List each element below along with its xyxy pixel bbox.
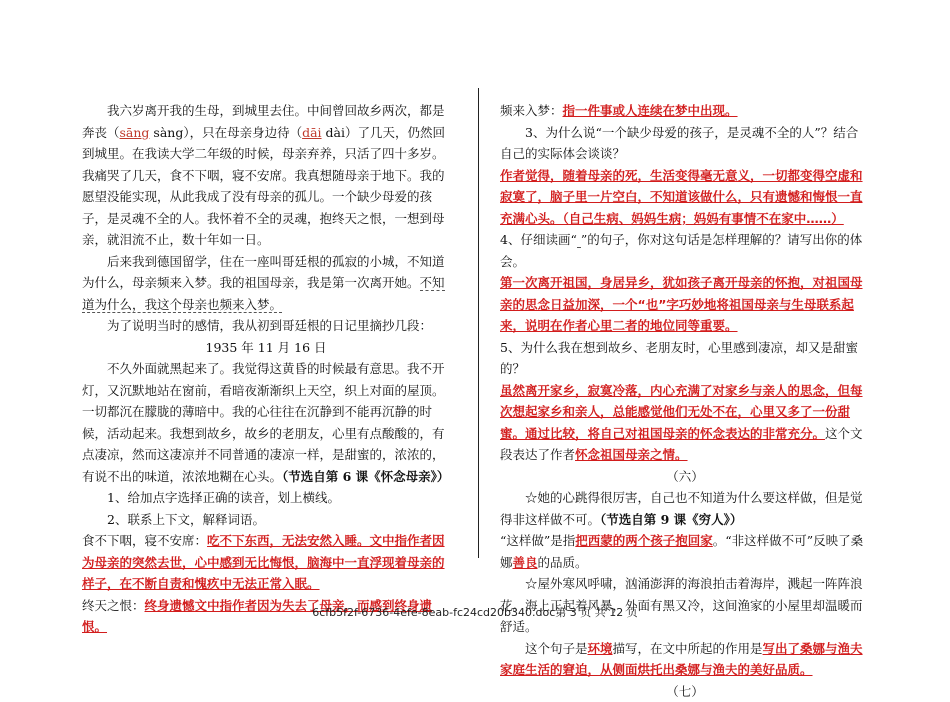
answer-5: 虽然离开家乡，寂寞冷落，内心充满了对家乡与亲人的思念，但每次想起家乡和亲人，总能感觉他们无处不在，心里又多了一份甜蜜。通过比较，将自己对祖国母亲的怀念表达的非常充分。这个文段表达了作者怀念祖国母亲之情。 [500, 380, 870, 466]
diary-date: 1935 年 11 月 16 日 [82, 337, 450, 359]
left-column [82, 100, 450, 638]
section-6-question-1: “这样做”是指把西蒙的两个孩子抱回家。“非这样做不可”反映了桑娜善良的品质。 [500, 530, 870, 573]
section-6-quote-2: ☆屋外寒风呼啸，汹涌澎湃的海浪拍击着海岸，溅起一阵阵浪花。海上正起着风暴，外面有黑又冷，这间渔家的小屋里却温暖而舒适。 [500, 573, 870, 638]
source-note: （节选自第 9 课《穷人》） [600, 512, 742, 527]
answer-4: 第一次离开祖国，身居异乡，犹如孩子离开母亲的怀抱，对祖国母亲的思念日益加深，一个“也”字巧妙地将祖国母亲与生母联系起来，说明在作者心里二者的地位同等重要。 [500, 272, 870, 337]
answer-text: 终身遗憾文中指作者因为失去了母亲，而感到终身遗恨。 [82, 598, 432, 635]
passage-paragraph-3: 为了说明当时的感情，我从初到哥廷根的日记里摘抄几段： [82, 315, 450, 337]
column-divider [478, 88, 479, 558]
question-2: 2、联系上下文，解释词语。 [82, 509, 450, 531]
passage-paragraph-1: 我六岁离开我的生母，到城里去住。中间曾回故乡两次，都是奔丧（sāng sàng），只在母亲身边待（dāi dài）了几天，仍然回到城里。在我读大学二年级的时候，母亲弃养，只活了四十多岁。我痛哭了几天，食不下咽，寝不安席。我真想随母亲于地下。我的愿望没能实现，从此我成了没有母亲的孤儿。一个缺少母爱的孩子，是灵魂不全的人。我怀着不全的灵魂，抱终天之恨，一想到母亲，就泪流不止，数十年如一日。 [82, 100, 450, 251]
source-note: （节选自第 6 课《怀念母亲》） [282, 469, 449, 484]
passage-paragraph-2: 后来我到德国留学，住在一座叫哥廷根的孤寂的小城，不知道为什么，母亲频来入梦。我的祖国母亲，我是第一次离开她。不知道为什么，我这个母亲也频来入梦。 [82, 251, 450, 316]
section-6-question-2: 这个句子是环境描写，在文中所起的作用是写出了桑娜与渔夫家庭生活的窘迫，从侧面烘托出桑娜与渔夫的美好品质。 [500, 638, 870, 681]
answer-3: 作者觉得，随着母亲的死，生活变得毫无意义，一切都变得空虚和寂寞了，脑子里一片空白，不知道该做什么，只有遗憾和悔恨一直充满心头。（自己生病、妈妈生病；妈妈有事情不在家中……） [500, 165, 870, 230]
question-5: 5、为什么我在想到故乡、老朋友时，心里感到凄凉，却又是甜蜜的？ [500, 337, 870, 380]
word-explain-1: 食不下咽，寝不安席：吃不下东西，无法安然入睡。文中指作者因为母亲的突然去世，心中感到无比悔恨，脑海中一直浮现着母亲的样子，在不断自责和愧疚中无法正常入眠。 [82, 530, 450, 595]
section-6-quote-1: ☆她的心跳得很厉害，自己也不知道为什么要这样做，但是觉得非这样做不可。（节选自第 9 课《穷人》） [500, 487, 870, 530]
page-footer: 6cfb5f2f-6736-4efe-8eab-fc24cd20b340.doc第 3 页 共 12 页 [0, 604, 950, 620]
answer-text: 吃不下东西，无法安然入睡。文中指作者因为母亲的突然去世，心中感到无比悔恨，脑海中一直浮现着母亲的样子，在不断自责和愧疚中无法正常入眠。 [82, 533, 445, 591]
question-4: 4、仔细读画“ ”的句子，你对这句话是怎样理解的？请写出你的体会。 [500, 229, 870, 272]
passage-paragraph-4: 不久外面就黑起来了。我觉得这黄昏的时候最有意思。我不开灯，又沉默地站在窗前，看暗夜渐渐织上天空，织上对面的屋顶。一切都沉在朦胧的薄暗中。我的心往往在沉静到不能再沉静的时候，活动起来。我想到故乡，故乡的老朋友，心里有点酸酸的，有点凄凉，然而这凄凉并不同普通的凄凉一样，是甜蜜的，浓浓的，有说不出的味道，浓浓地糊在心头。（节选自第 6 课《怀念母亲》） [82, 358, 450, 487]
question-3: 3、为什么说“一个缺少母爱的孩子，是灵魂不全的人”？结合自己的实际体会谈谈？ [500, 122, 870, 165]
word-explain-3: 频来入梦：指一件事或人连续在梦中出现。 [500, 100, 870, 122]
pinyin-option-sang[interactable]: sāng [120, 125, 150, 140]
question-1: 1、给加点字选择正确的读音，划上横线。 [82, 487, 450, 509]
pinyin-option-dai[interactable]: dāi [302, 125, 321, 140]
section-6-heading: （六） [500, 466, 870, 488]
answer-text: 指一件事或人连续在梦中出现。 [563, 103, 738, 118]
section-7-heading: （七） [500, 681, 870, 702]
underlined-sentence: 不知道为什么，我这个母亲也频来入梦。 [82, 275, 445, 313]
word-explain-2: 终天之恨：终身遗憾文中指作者因为失去了母亲，而感到终身遗恨。 [82, 595, 450, 638]
